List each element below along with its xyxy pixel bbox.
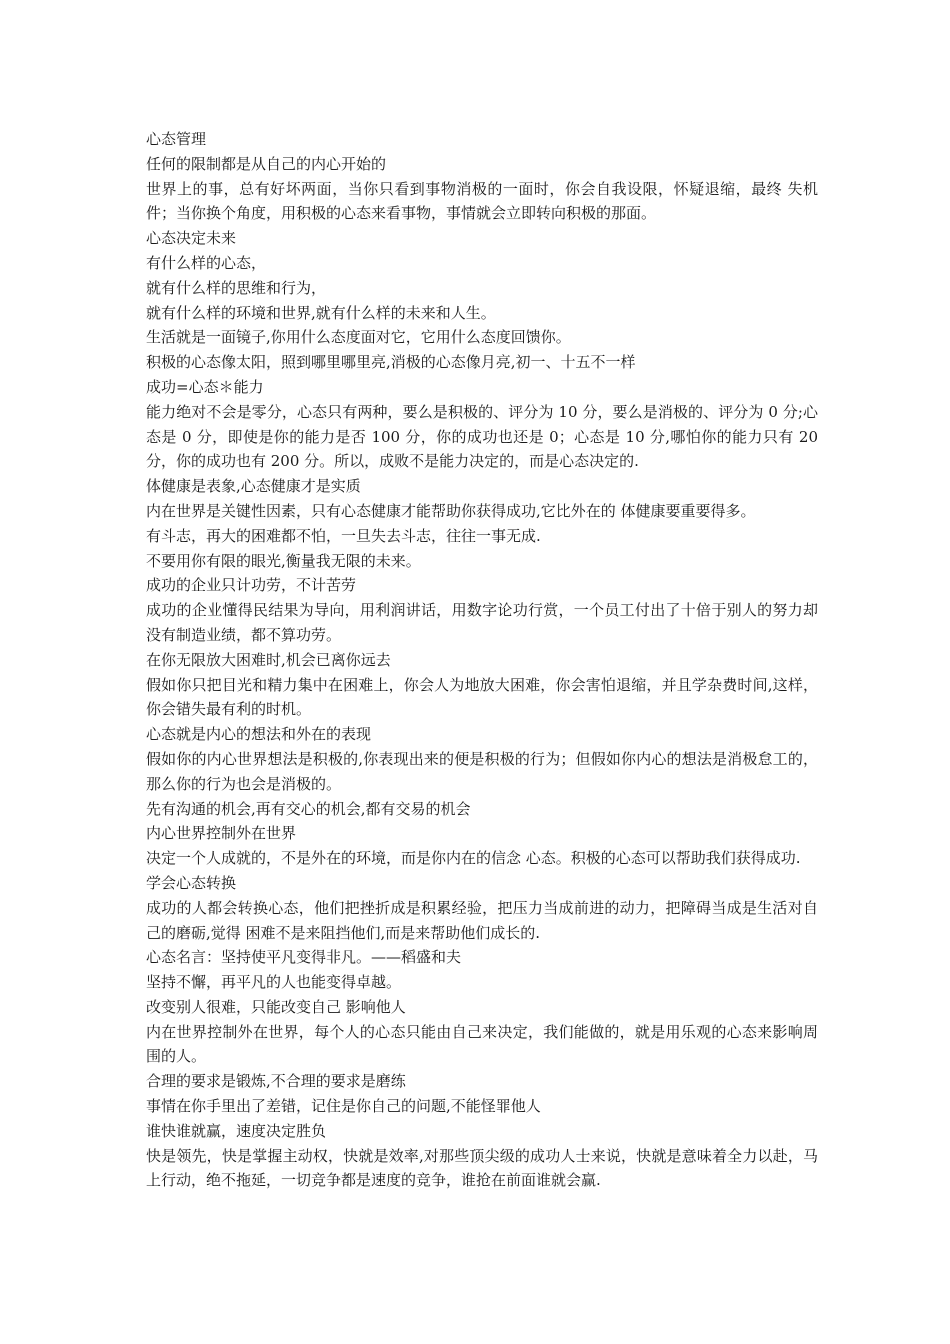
paragraph: 内在世界控制外在世界，每个人的心态只能由自己来决定，我们能做的，就是用乐观的心态来影响周围的人。 [146,1022,818,1066]
paragraph: 世界上的事，总有好坏两面，当你只看到事物消极的一面时，你会自我设限，怀疑退缩，最终 失机件；当你换个角度，用积极的心态来看事物，事情就会立即转向积极的那面。 [146,179,818,223]
quote: 心态名言：坚持使平凡变得非凡。——稻盛和夫 [146,948,462,967]
paragraph: 假如你只把目光和精力集中在困难上，你会人为地放大困难，你会害怕退缩，并且学杂费时间,这样，你会错失最有利的时机。 [146,675,818,719]
paragraph: 坚持不懈，再平凡的人也能变得卓越。 [146,973,402,992]
paragraph: 积极的心态像太阳，照到哪里哪里亮,消极的心态像月亮,初一、十五不一样 [146,353,636,372]
paragraph: 事情在你手里出了差错，记住是你自己的问题,不能怪罪他人 [146,1097,541,1116]
paragraph: 生活就是一面镜子,你用什么态度面对它，它用什么态度回馈你。 [146,328,571,347]
heading-speed: 谁快谁就赢，速度决定胜负 [146,1121,327,1140]
heading-enterprise-merit: 成功的企业只计功劳，不计苦劳 [146,576,357,595]
paragraph: 有斗志，再大的困难都不怕，一旦失去斗志，往往一事无成. [146,526,541,545]
heading-opportunity: 在你无限放大困难时,机会已离你远去 [146,650,391,669]
paragraph: 不要用你有限的眼光,衡量我无限的未来。 [146,551,421,570]
paragraph: 先有沟通的机会,再有交心的机会,都有交易的机会 [146,799,471,818]
heading-requirements: 合理的要求是锻炼,不合理的要求是磨练 [146,1072,406,1091]
heading-success-formula: 成功=心态＊能力 [146,377,264,396]
heading-xintai-guanli: 心态管理 [146,130,207,148]
paragraph: 成功的人都会转换心态，他们把挫折成是积累经验，把压力当成前进的动力，把障碍当成是生活对自己的磨砺,觉得 困难不是来阻挡他们,而是来帮助他们成长的. [146,898,818,942]
paragraph: 就有什么样的思维和行为， [146,278,327,297]
heading-inner-controls-outer: 内心世界控制外在世界 [146,824,297,843]
paragraph: 就有什么样的环境和世界,就有什么样的未来和人生。 [146,303,496,322]
heading-limit-from-heart: 任何的限制都是从自己的内心开始的 [146,154,387,173]
heading-switch-attitude: 学会心态转换 [146,873,237,892]
heading-change-self: 改变别人很难，只能改变自己 影响他人 [146,997,406,1016]
paragraph: 成功的企业懂得民结果为导向，用利润讲话，用数字论功行赏，一个员工付出了十倍于别人的努力却没有制造业绩，都不算功劳。 [146,601,818,644]
heading-inner-outer: 心态就是内心的想法和外在的表现 [146,725,372,744]
paragraph: 假如你的内心世界想法是积极的,你表现出来的便是积极的行为；但假如你内心的想法是消极怠工的，那么你的行为也会是消极的。 [146,749,818,793]
paragraph: 决定一个人成就的，不是外在的环境，而是你内在的信念 心态。积极的心态可以帮助我们获得成功. [146,849,801,868]
document-body [146,127,818,1193]
paragraph: 有什么样的心态， [146,253,267,272]
paragraph: 内在世界是关键性因素，只有心态健康才能帮助你获得成功,它比外在的 体健康要重要得多。 [146,501,756,520]
paragraph: 能力绝对不会是零分，心态只有两种，要么是积极的、评分为 10 分，要么是消极的、评分为 0 分;心态是 0 分，即使是你的能力是否 100 分，你的成功也还是 0；心态是 10 分,哪怕你的能力只有 20 分，你的成功也有 200 分。所以，成败不是能力决定的，而是心态决定的. [146,402,818,471]
heading-attitude-decides-future: 心态决定未来 [146,229,237,248]
paragraph: 快是领先，快是掌握主动权，快就是效率,对那些顶尖级的成功人士来说，快就是意味着全力以赴，马上行动，绝不拖延，一切竞争都是速度的竞争，谁抢在前面谁就会赢. [146,1146,818,1190]
heading-health: 体健康是表象,心态健康才是实质 [146,477,361,496]
